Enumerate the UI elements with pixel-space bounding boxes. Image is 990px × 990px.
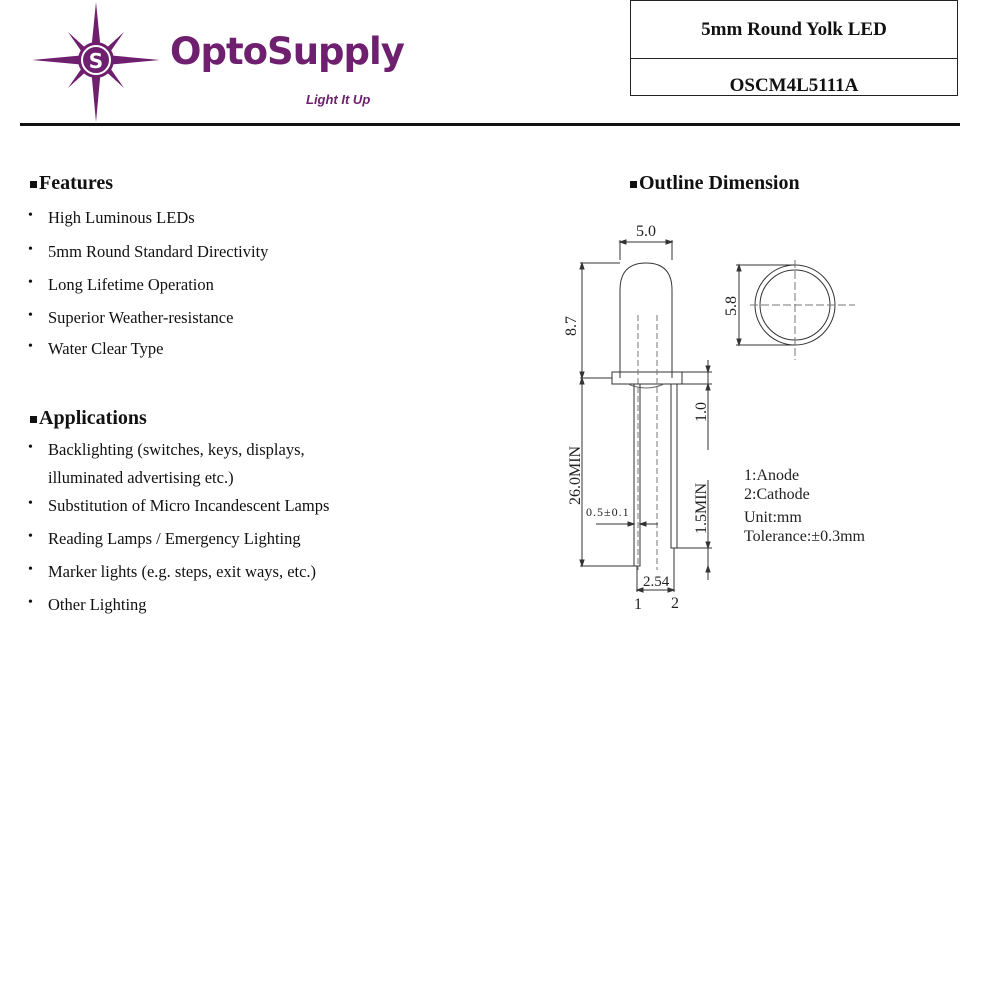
- title-box: [630, 0, 958, 96]
- dim-lead-width: 0.5±0.1: [586, 505, 630, 519]
- note-tolerance: Tolerance:±0.3mm: [744, 528, 865, 545]
- dim-lead-length: 26.0MIN: [567, 445, 584, 505]
- lead-anode: [634, 384, 640, 566]
- brand-name: OptoSupply: [170, 30, 404, 73]
- applications-heading: Applications: [30, 407, 147, 430]
- note-unit: Unit:mm: [744, 509, 802, 526]
- square-bullet-icon: [30, 416, 37, 423]
- dim-flange: 1.0: [693, 402, 710, 422]
- features-heading: Features: [30, 172, 113, 195]
- lead-cathode: [671, 384, 677, 548]
- pin-1-label: 1: [634, 596, 642, 613]
- star-logo-icon: [28, 2, 168, 122]
- dim-diameter: 5.8: [723, 296, 740, 316]
- led-body: [620, 263, 672, 378]
- note-cathode: 2:Cathode: [744, 486, 810, 503]
- logo-letter: S: [88, 49, 104, 73]
- outline-drawing: [540, 200, 900, 620]
- dim-height: 8.7: [563, 316, 580, 336]
- header-rule: [20, 123, 960, 126]
- outline-heading: Outline Dimension: [630, 172, 800, 195]
- note-anode: 1:Anode: [744, 467, 800, 484]
- dim-min: 1.5MIN: [693, 482, 710, 534]
- product-title: 5mm Round Yolk LED: [701, 19, 887, 40]
- title-divider: [631, 58, 957, 59]
- pin-2-label: 2: [671, 595, 679, 612]
- part-number: OSCM4L5111A: [729, 75, 859, 96]
- square-bullet-icon: [30, 181, 37, 188]
- brand-tagline: Light It Up: [306, 92, 371, 107]
- square-bullet-icon: [630, 181, 637, 188]
- brand-logo: [28, 2, 404, 122]
- dim-width: 5.0: [636, 223, 656, 240]
- dim-pitch: 2.54: [643, 574, 670, 590]
